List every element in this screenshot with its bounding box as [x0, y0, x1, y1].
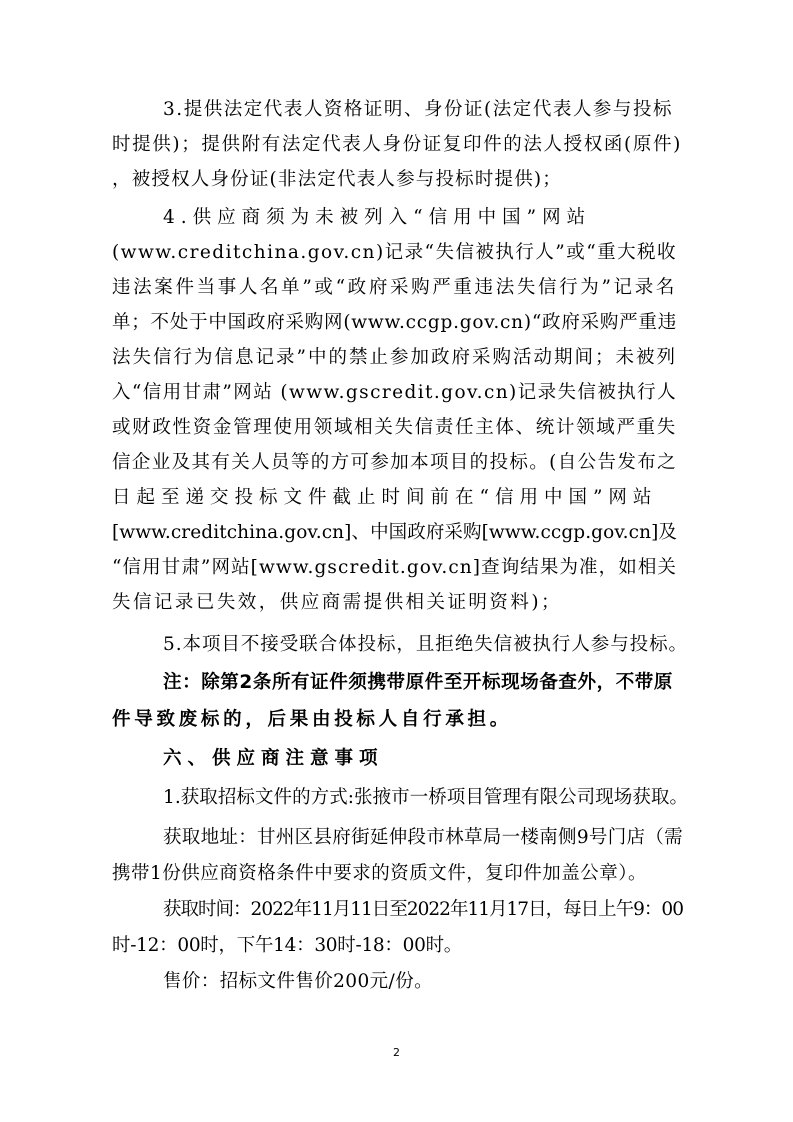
item-4-line-4: 单；不处于中国政府采购网(www.ccgp.gov.cn)“政府采购严重违	[112, 312, 677, 333]
item-4-line-9: 日起至递交投标文件截止时间前在“信用中国”网站	[112, 487, 658, 508]
item-5-line-1: 5.本项目不接受联合体投标，且拒绝失信被执行人参与投标。	[163, 634, 688, 655]
price-line-1: 售价：招标文件售价200元/份。	[163, 971, 433, 992]
address-line-1: 获取地址：甘州区县府街延伸段市林草局一楼南侧9号门店（需	[163, 827, 683, 848]
item-3-line-1: 3.提供法定代表人资格证明、身份证(法定代表人参与投标	[163, 99, 673, 120]
item-4-line-12: 失信记录已失效，供应商需提供相关证明资料)；	[112, 592, 562, 613]
item-4-line-2: (www.creditchina.gov.cn)记录“失信被执行人”或“重大税收	[112, 242, 677, 263]
item-4-line-10: [www.creditchina.gov.cn]、中国政府采购[www.ccgp.gov.cn]及	[112, 522, 677, 543]
note-line-2: 件导致废标的，后果由投标人自行承担。	[112, 709, 512, 730]
time-line-2: 时-12：00时，下午14：30时-18：00时。	[112, 935, 462, 956]
address-line-2: 携带1份供应商资格条件中要求的资质文件，复印件加盖公章）。	[112, 863, 647, 884]
item-4-line-7: 或财政性资金管理使用领域相关失信责任主体、统计领域严重失	[112, 417, 677, 438]
item-6-1-line-1: 1.获取招标文件的方式:张掖市一桥项目管理有限公司现场获取。	[163, 787, 688, 808]
item-4-line-5: 法失信行为信息记录”中的禁止参加政府采购活动期间；未被列	[112, 347, 677, 368]
item-4-line-8: 信企业及其有关人员等的方可参加本项目的投标。(自公告发布之	[112, 452, 677, 473]
section-heading-six: 六、供应商注意事项	[163, 748, 384, 769]
item-4-line-6: 入“信用甘肃”网站 (www.gscredit.gov.cn)记录失信被执行人	[112, 382, 677, 403]
note-line-1: 注：除第2条所有证件须携带原件至开标现场备查外，不带原	[163, 672, 673, 693]
item-4-line-11: “信用甘肃”网站[www.gscredit.gov.cn]查询结果为准，如相关	[112, 557, 677, 578]
time-line-1: 获取时间：2022年11月11日至2022年11月17日，每日上午9：00	[163, 899, 683, 920]
item-3-line-2: 时提供)；提供附有法定代表人身份证复印件的法人授权函(原件)	[112, 134, 682, 155]
item-3-line-3: ，被授权人身份证(非法定代表人参与投标时提供)；	[112, 169, 562, 190]
item-4-line-1: 4.供应商须为未被列入“信用中国”网站	[163, 207, 592, 228]
page-number: 2	[393, 1046, 400, 1059]
item-4-line-3: 违法案件当事人名单”或“政府采购严重违法失信行为”记录名	[112, 277, 677, 298]
